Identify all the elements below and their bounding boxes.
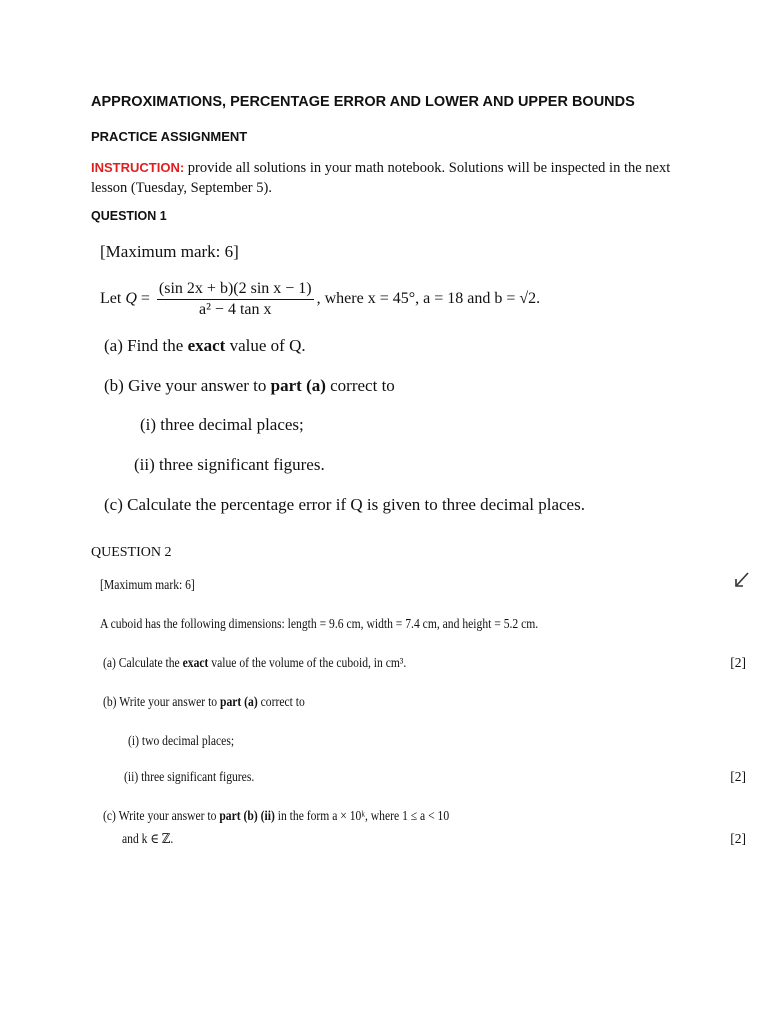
q2-a-bold: exact [182, 655, 209, 670]
q1-denominator: a² − 4 tan x [199, 301, 272, 318]
q1-a-bold: exact [187, 336, 226, 355]
q2-part-c-mark: [2] [730, 831, 746, 846]
q2-a-pre: (a) Calculate the [103, 655, 183, 670]
q1-part-b-i: (i) three decimal places; [140, 415, 304, 434]
q2-part-a-mark: [2] [730, 655, 746, 670]
q2-part-b-mark: [2] [730, 769, 746, 784]
resize-cursor-icon [734, 571, 750, 589]
q2-part-c-line2: and k ∈ ℤ. [122, 831, 174, 846]
q2-c-pre: (c) Write your answer to [103, 808, 220, 823]
instruction-text: provide all solutions in your math notebook. Solutions will be inspected in the next lesson (Tuesday, September 5). [91, 160, 671, 196]
q2-part-b-i: (i) two decimal places; [128, 733, 235, 748]
q1-b-pre: (b) Give your answer to [104, 376, 271, 395]
instruction-label: INSTRUCTION: [91, 160, 185, 175]
q1-part-b [104, 376, 395, 396]
q1-where: , where x = 45°, a = 18 and b = √2. [316, 290, 541, 308]
q2-b-post: correct to [257, 694, 305, 709]
q1-a-post: value of Q. [225, 336, 306, 355]
q2-part-c [103, 808, 449, 824]
q1-numerator: (sin 2x + b)(2 sin x − 1) [157, 280, 314, 300]
q2-part-a [103, 655, 406, 671]
q2-a-post: value of the volume of the cuboid, in cm³. [208, 655, 407, 670]
q1-formula [100, 280, 540, 319]
q1-let: Let [100, 290, 122, 308]
q1-fraction [157, 280, 314, 319]
q1-b-bold: part (a) [270, 376, 326, 395]
q2-b-bold: part (a) [220, 694, 258, 709]
q1-max-mark: [Maximum mark: 6] [100, 242, 239, 261]
q1-equals: = [136, 290, 154, 308]
q1-part-a [104, 336, 306, 356]
q1-part-c: (c) Calculate the percentage error if Q is given to three decimal places. [104, 495, 585, 514]
q2-b-pre: (b) Write your answer to [103, 694, 221, 709]
q2-c-post: in the form a × 10ᵏ, where 1 ≤ a < 10 [274, 808, 450, 823]
q1-q-var: Q [125, 290, 137, 308]
assignment-subtitle: PRACTICE ASSIGNMENT [91, 129, 248, 144]
question-2-heading: QUESTION 2 [91, 545, 172, 560]
q1-b-post: correct to [325, 376, 395, 395]
q2-intro: A cuboid has the following dimensions: length = 9.6 cm, width = 7.4 cm, and height = 5.2 cm. [100, 616, 539, 631]
q2-c-bold: part (b) (ii) [219, 808, 275, 823]
page-title: APPROXIMATIONS, PERCENTAGE ERROR AND LOWER AND UPPER BOUNDS [91, 94, 635, 110]
q2-max-mark: [Maximum mark: 6] [100, 577, 195, 592]
q1-part-b-ii: (ii) three significant figures. [134, 455, 325, 474]
q1-a-pre: (a) Find the [104, 336, 188, 355]
instruction-paragraph [91, 158, 691, 198]
q2-part-b-ii: (ii) three significant figures. [124, 769, 255, 784]
question-1-heading: QUESTION 1 [91, 209, 167, 223]
q2-part-b [103, 694, 305, 710]
